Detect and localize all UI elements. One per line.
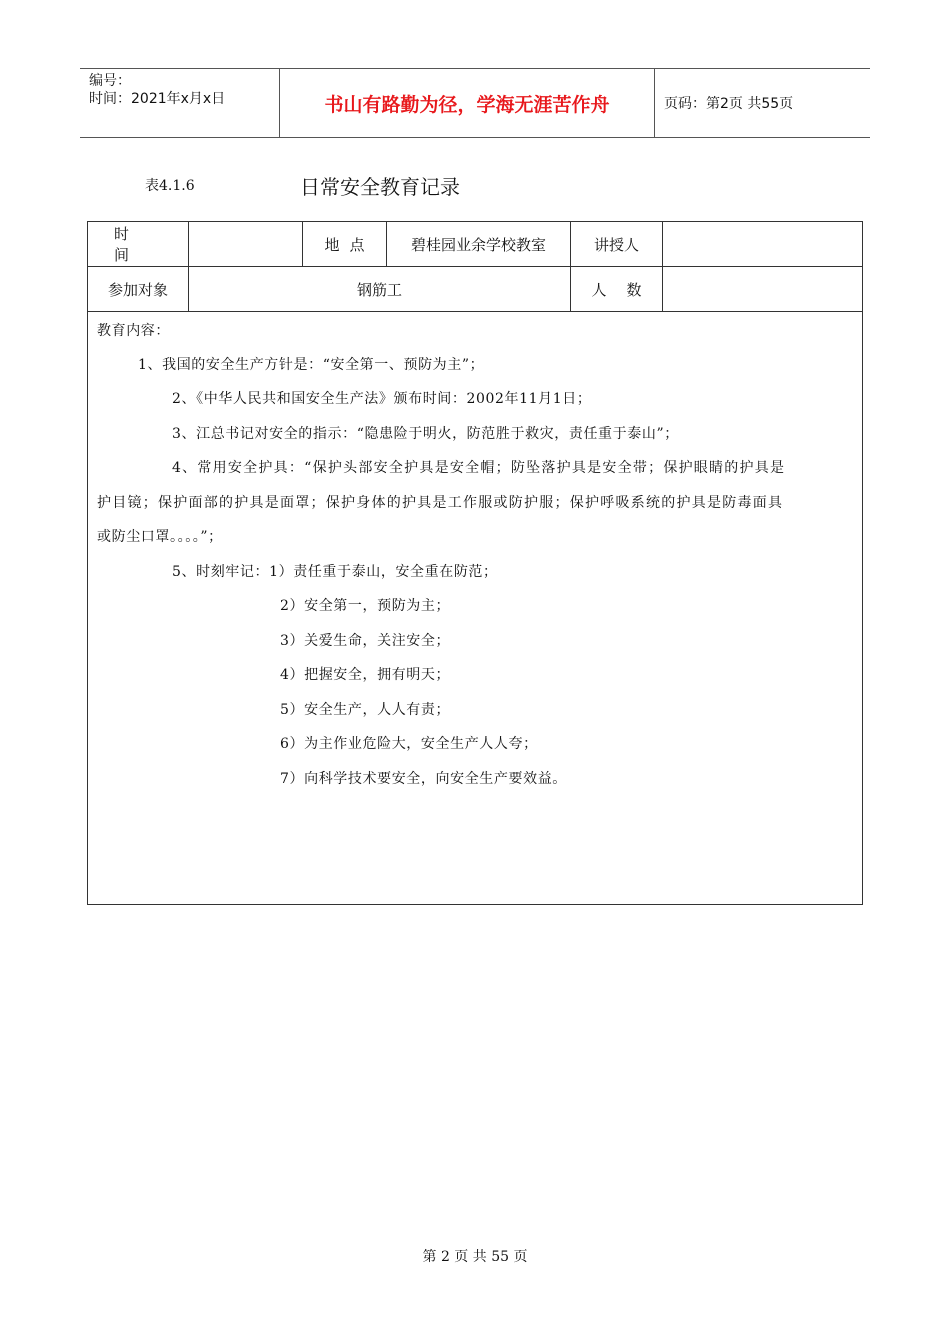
page-footer: 第 2 页 共 55 页 xyxy=(422,1249,528,1265)
place-value: 碧桂园业余学校教室 xyxy=(387,222,571,266)
participants-label: 参加对象 xyxy=(88,267,189,311)
table-caption xyxy=(145,172,645,198)
time-value xyxy=(189,222,303,266)
table-number: 表4.1.6 xyxy=(145,178,195,194)
table-row xyxy=(88,222,862,267)
page-header xyxy=(80,68,870,138)
content-line: 2、《中华人民共和国安全生产法》颁布时间：2002年11月1日； xyxy=(172,391,592,407)
lecturer-label: 讲授人 xyxy=(571,222,663,266)
content-line: 6）为主作业危险大，安全生产人人夸； xyxy=(280,736,538,752)
content-line: 3、江总书记对安全的指示：“隐患险于明火，防范胜于救灾，责任重于泰山”； xyxy=(172,426,679,442)
content-line: 3）关爱生命，关注安全； xyxy=(280,633,451,649)
header-page-info: 页码：第2页 共55页 xyxy=(664,96,794,112)
content-line: 2）安全第一，预防为主； xyxy=(280,598,451,614)
header-time-label: 时间：2021年x月x日 xyxy=(89,91,226,107)
count-value xyxy=(663,267,862,311)
header-motto: 书山有路勤为径，学海无涯苦作舟 xyxy=(280,69,655,137)
participants-value: 钢筋工 xyxy=(189,267,571,311)
content-line: 5、时刻牢记：1）责任重于泰山，安全重在防范； xyxy=(172,564,498,580)
lecturer-value xyxy=(663,222,862,266)
header-number-label: 编号： xyxy=(89,73,131,89)
content-line: 4、常用安全护具：“保护头部安全护具是安全帽；防坠落护具是安全带；保护眼睛的护具是 xyxy=(172,460,786,476)
page-title: 日常安全教育记录 xyxy=(300,174,460,199)
content-line: 1、我国的安全生产方针是：“安全第一、预防为主”； xyxy=(138,357,485,373)
content-line: 4）把握安全，拥有明天； xyxy=(280,667,451,683)
content-line: 7）向科学技术要安全，向安全生产要效益。 xyxy=(280,771,567,787)
content-label: 教育内容： xyxy=(97,323,170,339)
education-record-table xyxy=(87,221,863,905)
table-row xyxy=(88,267,862,312)
time-label: 时间 xyxy=(114,225,156,264)
content-line: 护目镜；保护面部的护具是面罩；保护身体的护具是工作服或防护服；保护呼吸系统的护具是防毒面具 xyxy=(97,495,784,511)
content-line: 或防尘口罩。。。。”； xyxy=(97,529,223,545)
header-meta xyxy=(80,69,280,137)
count-label: 人数 xyxy=(591,280,662,299)
place-label: 地点 xyxy=(324,235,375,254)
content-line: 5）安全生产，人人有责； xyxy=(280,702,451,718)
